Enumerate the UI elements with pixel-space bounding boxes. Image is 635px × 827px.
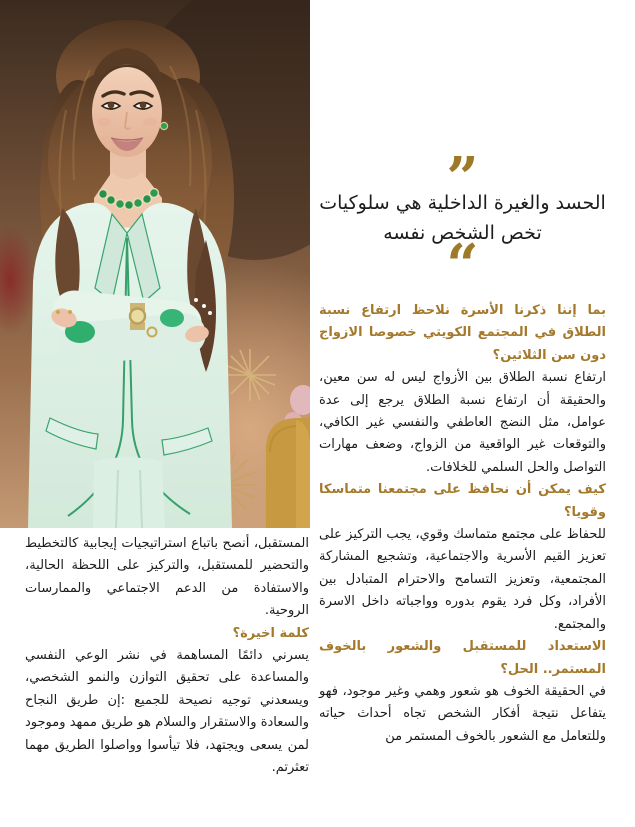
question-cohesive-society: كيف يمكن أن نحافظ على مجتمعنا متماسكا وقويا؟ — [319, 482, 606, 520]
quote-close-icon: “ — [446, 232, 479, 298]
portrait-photo-illustration — [0, 0, 310, 528]
answer-final-word: يسرني دائمًا المساهمة في نشر الوعي النفسي والمساعدة على تحقيق التوازن والنمو الشخصي، ويسعدني توجيه نصيحة للجميع :إن طريق النجاح والسعادة والاستقرار والسلام هو طريق ممهد وموجود لمن يسعى ويجتهد، فلا تيأسوا وواصلوا الطريق مهما تعثرتم. — [25, 648, 309, 776]
pull-quote: الحسد والغيرة الداخلية هي سلوكيات تخص الشخص نفسه — [319, 192, 606, 244]
question-final-word: كلمة اخيرة؟ — [232, 625, 309, 641]
right-text-column — [319, 145, 606, 748]
question-future-fear: الاستعداد للمستقبل والشعور بالخوف المستمر.. الحل؟ — [319, 639, 606, 677]
portrait-photo — [0, 0, 310, 528]
quote-open-icon: ” — [446, 145, 479, 211]
interview-qa — [319, 300, 606, 748]
answer-divorce-rate: ارتفاع نسبة الطلاق بين الأزواج ليس له سن معين، والحقيقة أن ارتفاع نسبة الطلاق يرجع إلى عدة عوامل، مثل النضج العاطفي والنفسي غير الكافي، والتوقعات غير الواقعية من الزواج، وضعف مهارات التواصل والحل السلمي للخلافات. — [319, 370, 606, 475]
answer-future-fear-continued: المستقبل، أنصح باتباع استراتيجيات إيجابية كالتخطيط والتحضير للمستقبل، والتركيز على اللحظة الحالية، والاستفادة من الدعم الاجتماعي والممارسات الروحية. — [25, 536, 309, 619]
answer-future-fear: في الحقيقة الخوف هو شعور وهمي وغير موجود، فهو يتفاعل نتيجة أفكار الشخص تجاه أحداث حياته وللتعامل مع الشعور بالخوف المستمر من — [319, 683, 606, 744]
left-text-column — [25, 533, 309, 779]
question-divorce-rate: بما إننا ذكرنا الأسرة نلاحظ ارتفاع نسبة الطلاق في المجتمع الكويتي خصوصا الازواج دون سن الثلاثين؟ — [319, 303, 606, 363]
answer-cohesive-society: للحفاظ على مجتمع متماسك وقوي، يجب التركيز على تعزيز القيم الأسرية والاجتماعية، وتشجيع المشاركة المجتمعية، وتعزيز التسامح والاحترام المتبادل بين الأفراد، وكل فرد يقوم بدوره وواجباته داخل الاسرة والمجتمع. — [319, 527, 606, 632]
